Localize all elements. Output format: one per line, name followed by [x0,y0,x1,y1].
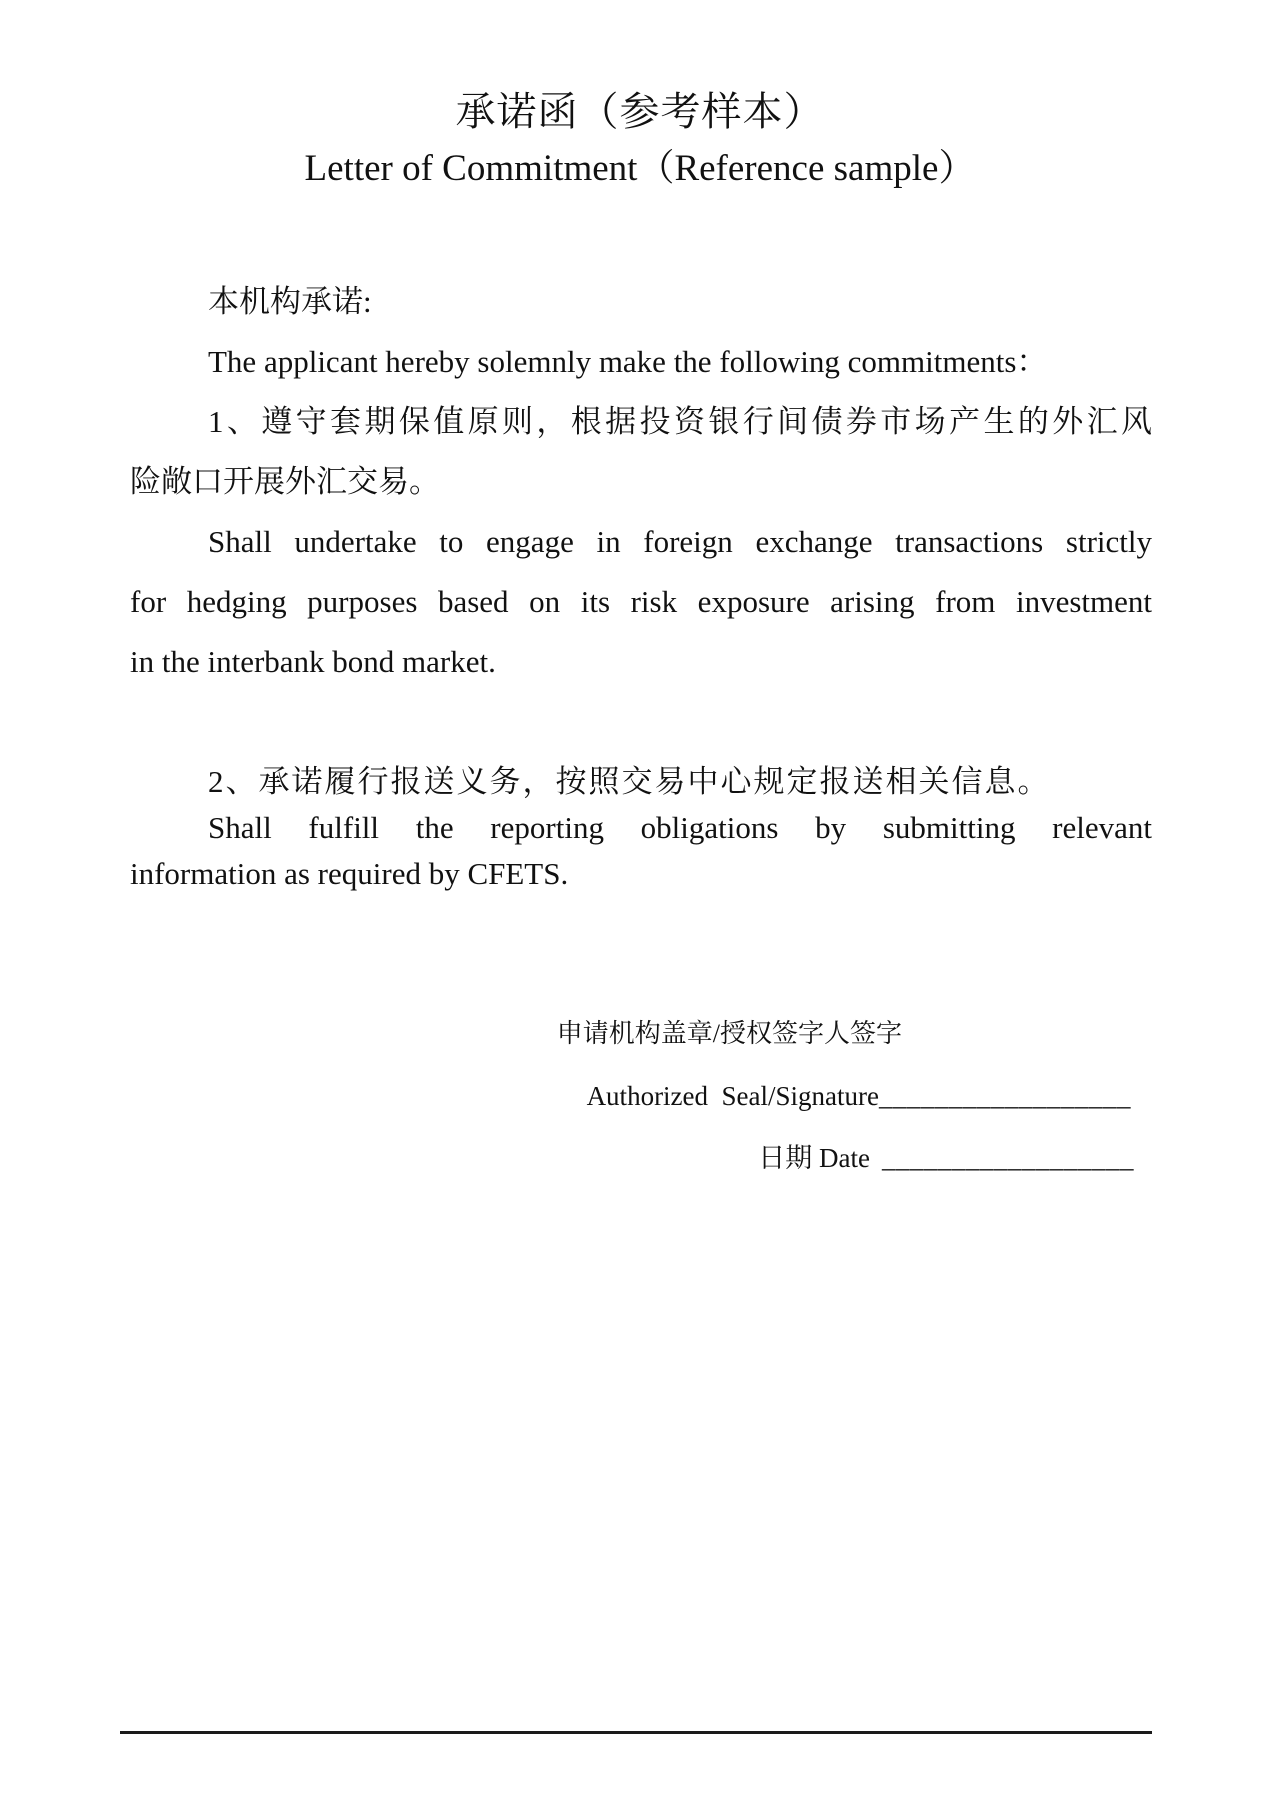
seal-signature-line [0,1065,1280,1127]
seal-signature-blank: __________________ [879,1081,1131,1111]
item1-english-line1: Shall undertake to engage in foreign exchange transactions strictly [208,524,1152,559]
item1-english-line3: in the interbank bond market. [130,644,496,679]
signature-block [0,1003,1280,1189]
item2-english-line2: information as required by CFETS. [130,856,569,891]
item1-chinese-line2: 险敞口开展外汇交易。 [130,464,440,499]
seal-label-english-text: Authorized Seal/Signature [586,1081,879,1111]
item2-english-line1: Shall fulfill the reporting obligations by submitting relevant [208,810,1152,845]
commitment-section-2 [130,759,1152,897]
document-title-english: Letter of Commitment（Reference sample） [304,148,976,189]
intro-line-chinese: 本机构承诺: [208,284,372,319]
date-blank: __________________ [882,1143,1134,1173]
intro-line-english: The applicant hereby solemnly make the following commitments： [208,344,1048,379]
commitment-section-1 [130,272,1152,692]
footer-divider-line [120,1731,1152,1734]
date-label-text: 日期 Date [758,1143,870,1173]
date-line [0,1127,1280,1189]
item1-chinese-line1: 1、遵守套期保值原则，根据投资银行间债券市场产生的外汇风 [208,404,1152,439]
seal-label-chinese-text: 申请机构盖章/授权签字人签字 [556,1019,902,1048]
item2-chinese-line: 2、承诺履行报送义务，按照交易中心规定报送相关信息。 [208,764,1051,799]
seal-label-chinese [0,1003,1280,1065]
title-block [0,84,1280,194]
item1-english-line2: for hedging purposes based on its risk exposure arising from investment [130,584,1152,619]
document-title-chinese: 承诺函（参考样本） [455,89,825,134]
